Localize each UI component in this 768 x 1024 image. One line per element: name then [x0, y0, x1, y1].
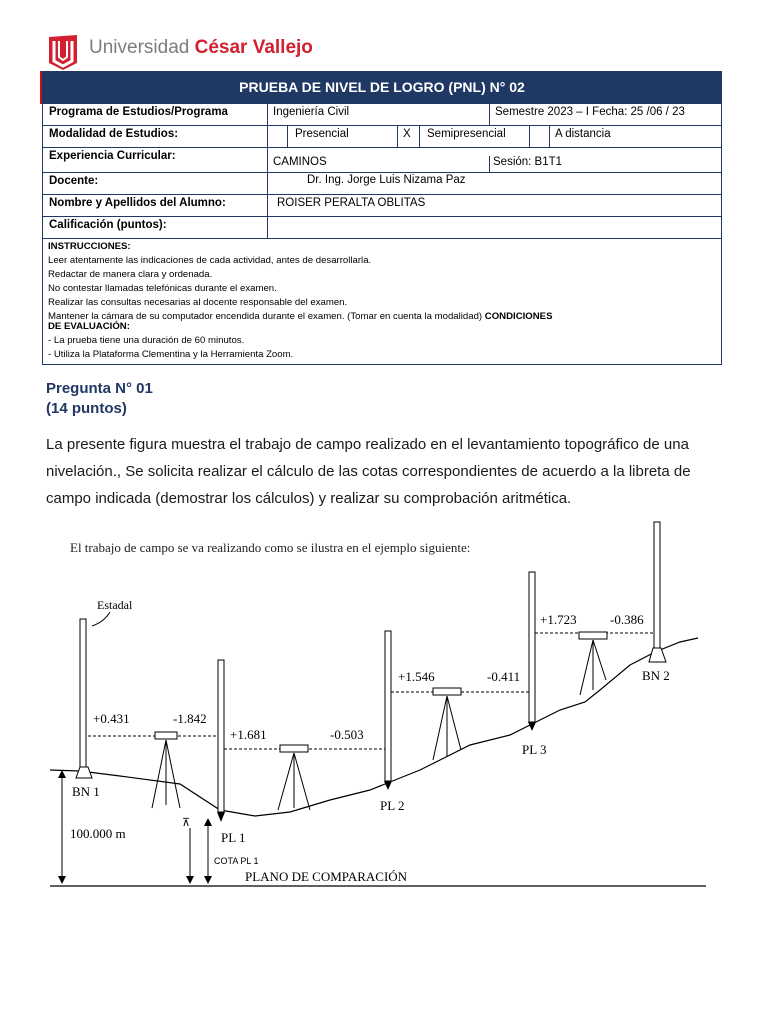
- question-paragraph: La presente figura muestra el trabajo de campo realizado en el levantamiento topográfico de una nivelación., Se solicita realizar el cálculo de las cotas correspondientes de acuerdo a la libreta de campo indicada (demostrar los cálculos) y realizar su comprobación aritmética.: [46, 436, 691, 507]
- question-points: (14 puntos): [46, 400, 127, 417]
- reading-bs-1: +0.431: [93, 711, 130, 726]
- instruction-line: Mantener la cámara de su computador encendida durante el examen. (Tomar en cuenta la modalidad) CONDICIONES: [48, 311, 553, 322]
- calificacion-label: Calificación (puntos):: [49, 219, 167, 231]
- figure-caption: El trabajo de campo se va realizando como se ilustra en el ejemplo siguiente:: [70, 540, 471, 555]
- reading-fs-4: -0.386: [610, 612, 644, 627]
- instruction-line: No contestar llamadas telefónicas durante el examen.: [48, 283, 277, 294]
- conditions-inline: CONDICIONES: [484, 311, 553, 322]
- conditions-heading: DE EVALUACIÓN:: [48, 321, 130, 332]
- row-experiencia: [43, 147, 721, 172]
- reading-bs-2: +1.681: [230, 727, 267, 742]
- question-title: Pregunta N° 01: [46, 380, 153, 397]
- modalidad-presencial: Presencial: [295, 128, 349, 140]
- rod-pl1: [218, 660, 224, 812]
- reading-fs-3: -0.411: [487, 669, 521, 684]
- elevation-label: 100.000 m: [70, 826, 126, 841]
- point-bn2: BN 2: [642, 668, 670, 683]
- cota-label: COTA PL 1: [214, 856, 259, 866]
- programa-value: Ingeniería Civil: [273, 106, 350, 118]
- level-instrument-icon: [433, 688, 461, 695]
- point-bn1: BN 1: [72, 784, 100, 799]
- row-alumno: [43, 194, 721, 216]
- ucv-logo-icon: [47, 33, 79, 71]
- exam-title: PRUEBA DE NIVEL DE LOGRO (PNL) N° 02: [43, 72, 721, 103]
- rod-bn1: [80, 619, 86, 767]
- instruction-line: Realizar las consultas necesarias al docente responsable del examen.: [48, 297, 348, 308]
- alumno-value: ROISER PERALTA OBLITAS: [277, 197, 426, 209]
- programa-label: Programa de Estudios/Programa: [49, 106, 228, 118]
- modalidad-distancia: A distancia: [555, 128, 611, 140]
- bn1-benchmark-icon: [76, 767, 92, 778]
- rod-bn2: [654, 522, 660, 648]
- condition-line: - La prueba tiene una duración de 60 minutos.: [48, 335, 245, 346]
- sesion-value: Sesión: B1T1: [493, 156, 563, 168]
- row-calificacion: [43, 216, 721, 238]
- bn2-benchmark-icon: [649, 648, 666, 662]
- leveling-figure: [40, 520, 720, 890]
- instruction-line: Redactar de manera clara y ordenada.: [48, 269, 213, 280]
- instructions-block: [43, 238, 721, 364]
- semestre-value: Semestre 2023 – I Fecha: 25 /06 / 23: [495, 106, 685, 118]
- docente-value: Dr. Ing. Jorge Luis Nizama Paz: [307, 174, 466, 186]
- experiencia-value: CAMINOS: [273, 156, 327, 168]
- question-title-block: [46, 379, 153, 419]
- rod-pl3: [529, 572, 535, 722]
- estadal-arrow: [92, 612, 110, 626]
- university-name: Universidad César Vallejo: [89, 37, 313, 58]
- experiencia-label: Experiencia Curricular:: [49, 150, 176, 162]
- reading-fs-1: -1.842: [173, 711, 207, 726]
- exam-info-table: [42, 71, 722, 365]
- modalidad-label: Modalidad de Estudios:: [49, 128, 179, 140]
- instructions-heading: INSTRUCCIONES:: [48, 241, 131, 252]
- reading-bs-4: +1.723: [540, 612, 577, 627]
- docente-label: Docente:: [49, 175, 99, 187]
- cota-symbol: ⊼: [182, 817, 191, 829]
- rod-pl2: [385, 631, 391, 781]
- level-instrument-icon: [579, 632, 607, 639]
- level-instrument-icon: [155, 732, 177, 739]
- row-programa: [43, 103, 721, 125]
- estadal-label: Estadal: [97, 598, 133, 612]
- datum-label: PLANO DE COMPARACIÓN: [245, 869, 408, 884]
- point-pl2: PL 2: [380, 798, 405, 813]
- reading-fs-2: -0.503: [330, 727, 364, 742]
- row-docente: [43, 172, 721, 194]
- modalidad-mark: X: [403, 128, 411, 140]
- modalidad-semipresencial: Semipresencial: [427, 128, 506, 140]
- row-modalidad: [43, 125, 721, 147]
- reading-bs-3: +1.546: [398, 669, 435, 684]
- point-pl1: PL 1: [221, 830, 246, 845]
- level-instrument-icon: [280, 745, 308, 752]
- instruction-line: Leer atentamente las indicaciones de cada actividad, antes de desarrollarla.: [48, 255, 372, 266]
- condition-line: - Utiliza la Plataforma Clementina y la Herramienta Zoom.: [48, 349, 294, 360]
- alumno-label: Nombre y Apellidos del Alumno:: [49, 197, 226, 209]
- leveling-diagram: [40, 520, 720, 890]
- point-pl3: PL 3: [522, 742, 547, 757]
